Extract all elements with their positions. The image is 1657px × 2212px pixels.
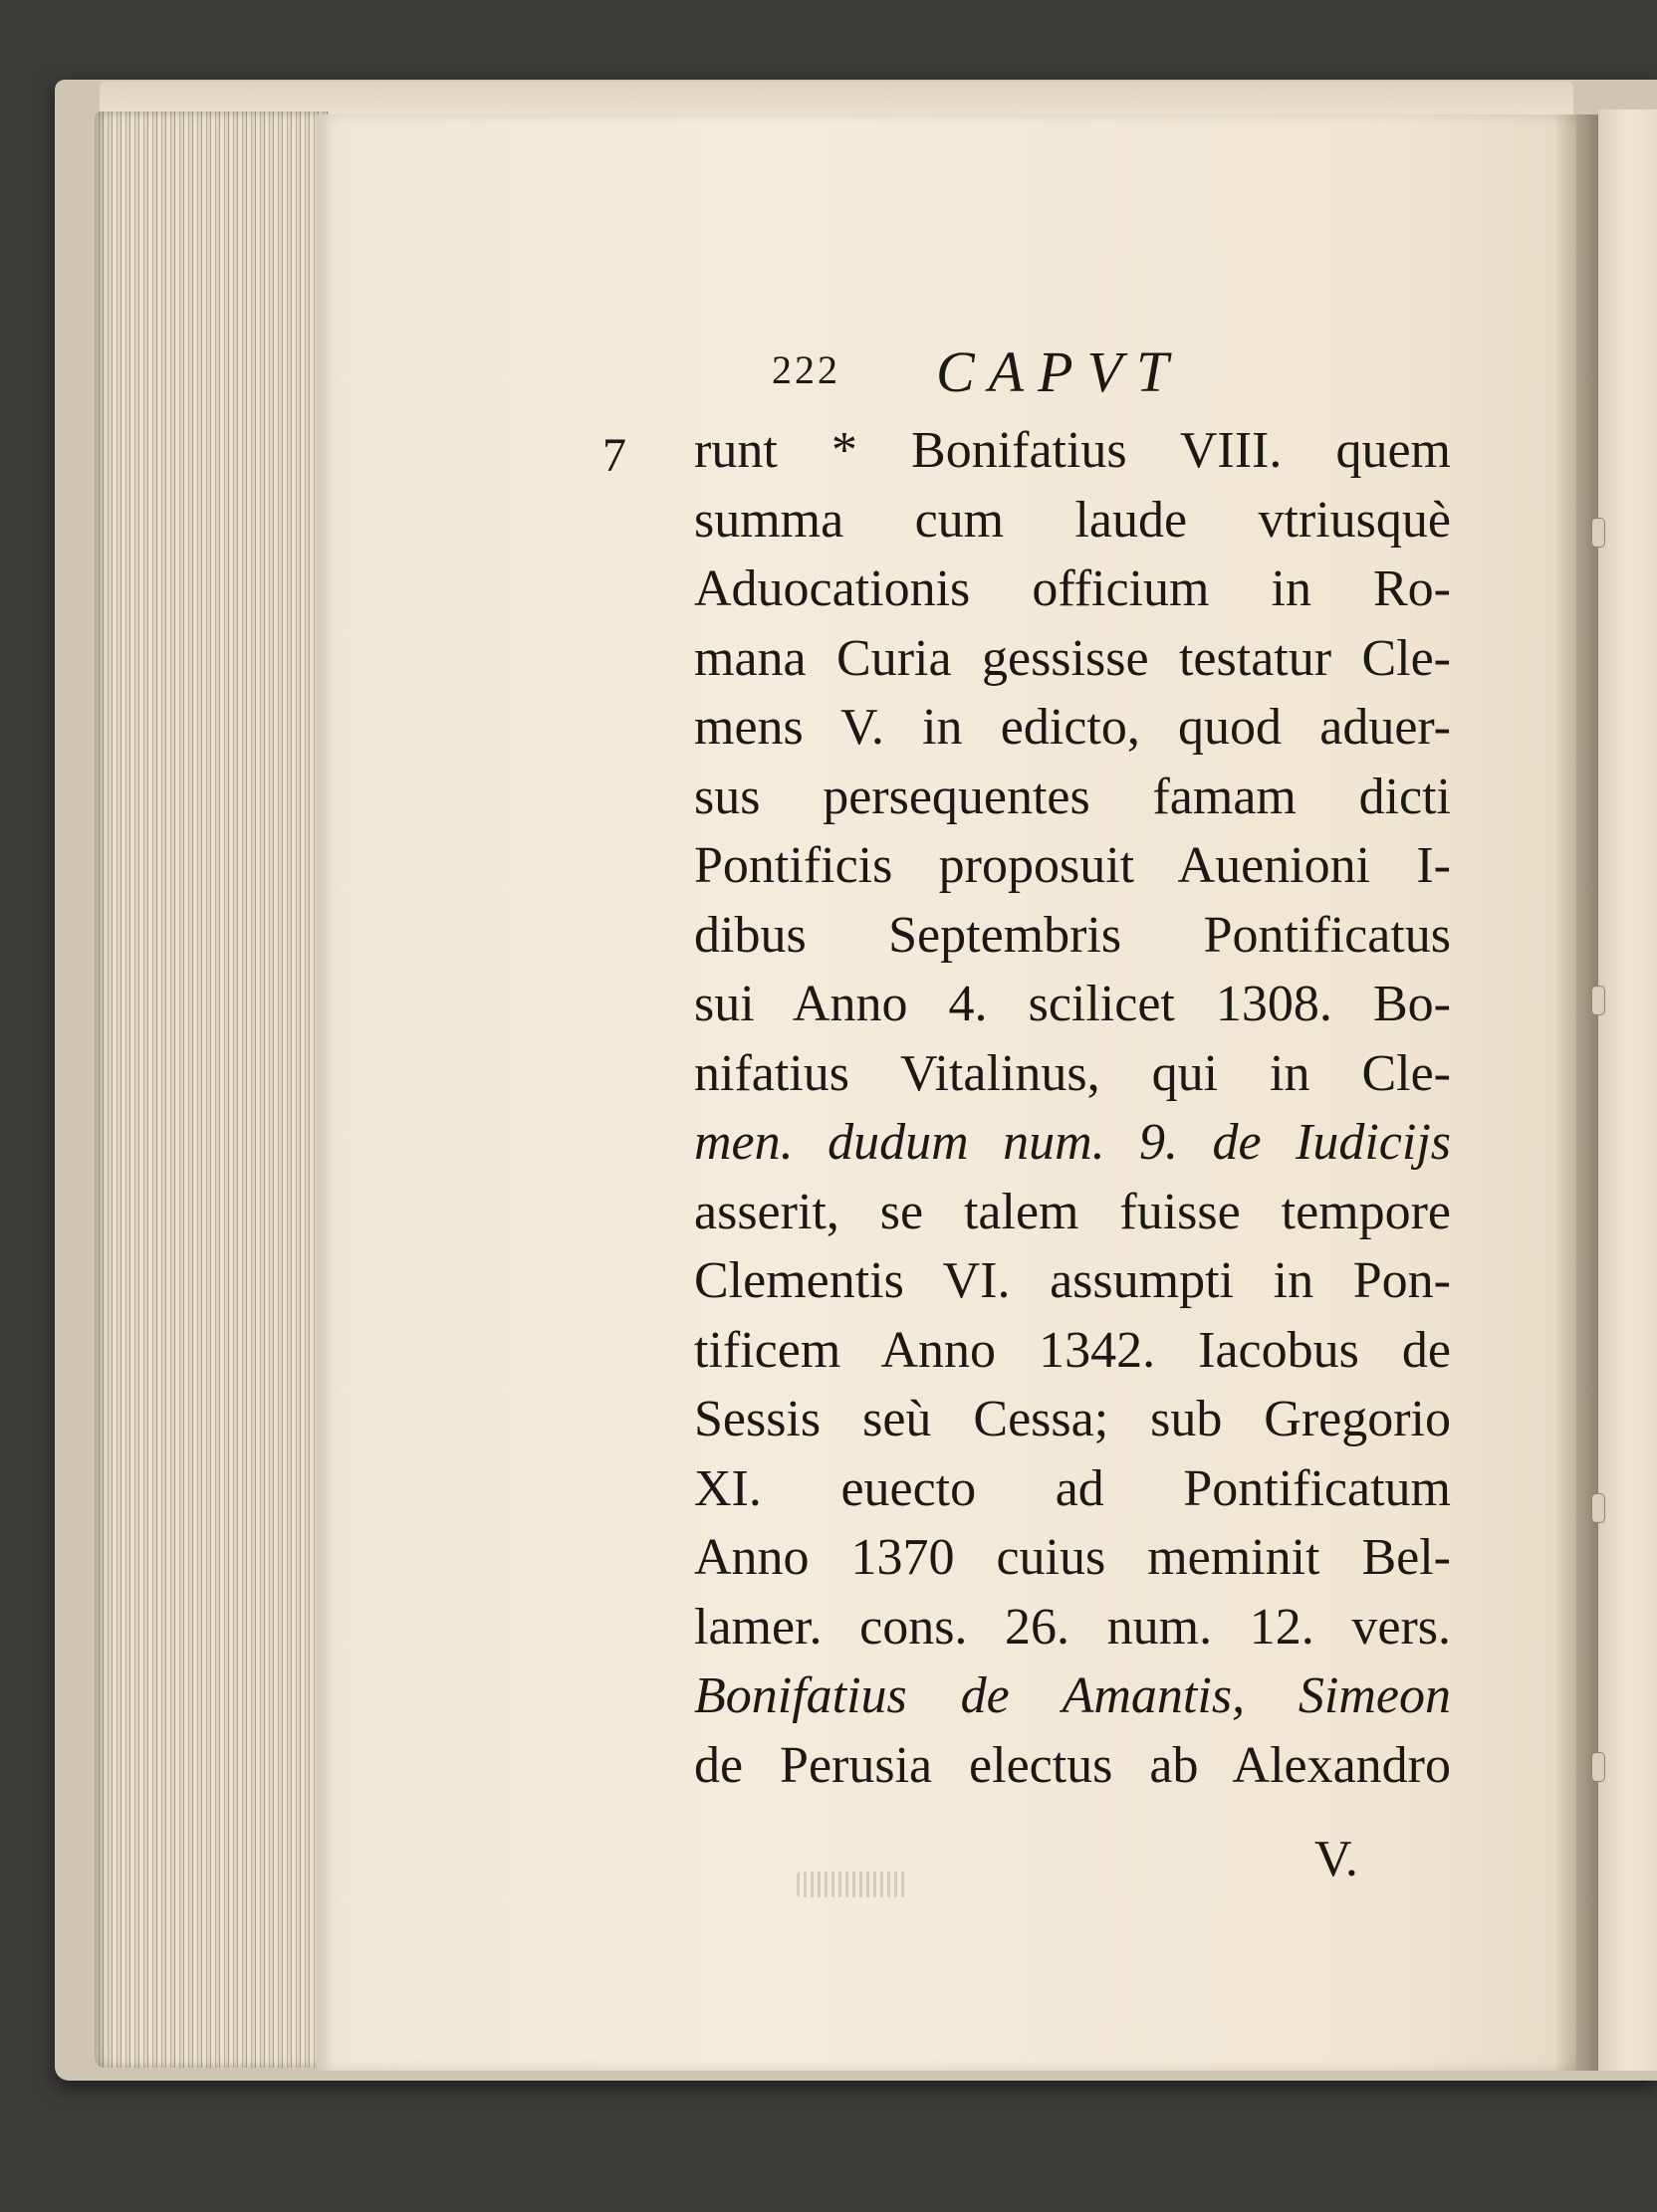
- text-line: Sessis seù Cessa; sub Gregorio: [694, 1391, 1451, 1447]
- page-edges: [95, 111, 329, 2068]
- text-line: Anno 1370 cuius meminit Bel-: [694, 1529, 1451, 1586]
- text-line: sui Anno 4. scilicet 1308. Bo-: [694, 976, 1451, 1032]
- text-line: dibus Septembris Pontificatus: [694, 906, 1451, 964]
- stitch-mark: [1591, 1493, 1605, 1523]
- text-line: XI. euecto ad Pontificatum: [694, 1459, 1451, 1517]
- text-line: Aduocationis officium in Ro-: [694, 560, 1451, 617]
- ink-bleed-mark: [797, 1872, 906, 1897]
- text-line: sus persequentes famam dicti: [694, 768, 1451, 825]
- text-line: runt * Bonifatius VIII. quem: [694, 422, 1451, 479]
- stitch-mark: [1591, 986, 1605, 1015]
- catchword: V.: [1314, 1831, 1358, 1887]
- running-head: CAPVT: [936, 339, 1183, 404]
- binding-stitches: [1591, 518, 1605, 1772]
- facing-page-edge: [1598, 110, 1657, 2071]
- text-line: summa cum laude vtriusquè: [694, 491, 1451, 549]
- text-line: mana Curia gessisse testatur Cle-: [694, 629, 1451, 687]
- text-line: Pontificis proposuit Auenioni I-: [694, 837, 1451, 894]
- margin-note: 7: [602, 429, 626, 482]
- text-line: nifatius Vitalinus, qui in Cle-: [694, 1044, 1451, 1102]
- text-line: lamer. cons. 26. num. 12. vers.: [694, 1598, 1451, 1656]
- text-line: men. dudum num. 9. de Iudicijs: [694, 1114, 1451, 1171]
- text-line: de Perusia electus ab Alexandro: [694, 1736, 1451, 1794]
- text-line: Bonifatius de Amantis, Simeon: [694, 1667, 1451, 1724]
- text-line: Clementis VI. assumpti in Pon-: [694, 1252, 1451, 1309]
- text-line: tificem Anno 1342. Iacobus de: [694, 1321, 1451, 1379]
- text-line: asserit, se talem fuisse tempore: [694, 1183, 1451, 1240]
- page-header: [772, 338, 1329, 408]
- page-number: 222: [772, 347, 840, 392]
- stitch-mark: [1591, 518, 1605, 548]
- stitch-mark: [1591, 1752, 1605, 1782]
- body-text: [694, 416, 1451, 1800]
- text-line: mens V. in edicto, quod aduer-: [694, 699, 1451, 756]
